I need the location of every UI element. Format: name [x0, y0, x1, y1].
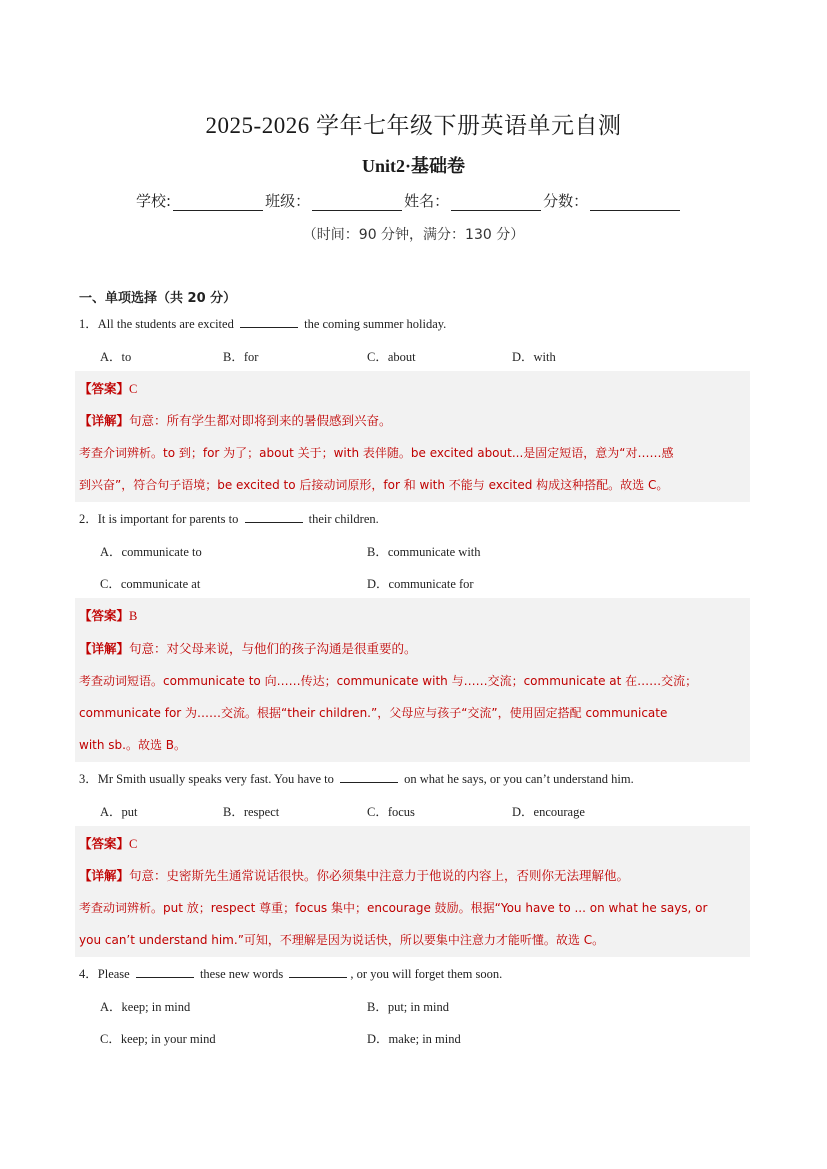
- exam-title: 2025-2026 学年七年级下册英语单元自测: [205, 113, 622, 138]
- answer-value: B: [129, 609, 138, 623]
- answer-line-3: [79, 834, 137, 852]
- stem-text: All the students are excited: [97, 317, 237, 331]
- analysis-line: you can’t understand him.”可知，不理解是因为说话快，所以要集中注意力才能听懂。故选 C。: [79, 933, 605, 947]
- answer-value: C: [129, 382, 138, 396]
- option-d: D．communicate for: [367, 577, 474, 591]
- option-a: A．put: [100, 805, 138, 819]
- detail-line-3: [79, 866, 629, 884]
- score-label: 分数：: [543, 192, 589, 210]
- detail-tag: 【详解】: [79, 868, 130, 883]
- option-c: C．about: [367, 350, 416, 364]
- question-number: 3．: [79, 772, 98, 786]
- detail-line-1: [79, 411, 392, 429]
- class-blank: [312, 194, 402, 211]
- answer-blank: [245, 512, 303, 523]
- option-a: A．to: [100, 350, 132, 364]
- name-blank: [451, 194, 541, 211]
- option-d: D．with: [512, 350, 556, 364]
- answer-tag: 【答案】: [79, 381, 130, 396]
- answer-blank: [240, 317, 298, 328]
- detail-meaning: 句意：所有学生都对即将到来的暑假感到兴奋。: [129, 413, 392, 428]
- analysis-line: 考查动词辨析。put 放；respect 尊重；focus 集中；encourage 鼓励。根据“You have to ... on what he says, or: [79, 901, 708, 915]
- detail-tag: 【详解】: [79, 641, 130, 656]
- question-3-stem: [79, 769, 634, 787]
- analysis-line: with sb.。故选 B。: [79, 738, 187, 752]
- stem-text: these new words: [196, 967, 287, 981]
- answer-blank: [289, 967, 347, 978]
- stem-text: Please: [97, 967, 133, 981]
- analysis-line: 考查动词短语。communicate to 向……传达；communicate with 与……交流；communicate at 在……交流；: [79, 674, 698, 688]
- option-b: B．put; in mind: [367, 1000, 449, 1014]
- analysis-line: communicate for 为……交流。根据“their children.”，父母应与孩子“交流”，使用固定搭配 communicate: [79, 706, 668, 720]
- detail-line-2: [79, 639, 417, 657]
- option-b: B．respect: [223, 805, 280, 819]
- detail-meaning: 句意：对父母来说，与他们的孩子沟通是很重要的。: [129, 641, 417, 656]
- stem-text: It is important for parents to: [97, 512, 242, 526]
- question-number: 2．: [79, 512, 98, 526]
- name-label: 姓名：: [404, 192, 450, 210]
- option-a: A．communicate to: [100, 545, 202, 559]
- class-label: 班级：: [265, 192, 311, 210]
- option-d: D．encourage: [512, 805, 585, 819]
- question-1-stem: [79, 314, 446, 332]
- option-a: A．keep; in mind: [100, 1000, 191, 1014]
- answer-blank: [340, 772, 398, 783]
- school-blank: [173, 194, 263, 211]
- option-c: C．keep; in your mind: [100, 1032, 216, 1046]
- option-c: C．focus: [367, 805, 415, 819]
- answer-value: C: [129, 837, 138, 851]
- answer-blank: [136, 967, 194, 978]
- stem-text: on what he says, or you can’t understand him.: [401, 772, 634, 786]
- question-2-stem: [79, 509, 379, 527]
- option-d: D．make; in mind: [367, 1032, 461, 1046]
- analysis-line: 考查介词辨析。to 到；for 为了；about 关于；with 表伴随。be excited about...是固定短语，意为“对……感: [79, 446, 674, 460]
- stem-text: their children.: [305, 512, 379, 526]
- answer-tag: 【答案】: [79, 608, 130, 623]
- section-heading: 一、单项选择（共 20 分）: [79, 291, 237, 306]
- analysis-line: 到兴奋”，符合句子语境；be excited to 后接动词原形，for 和 with 不能与 excited 构成这种搭配。故选 C。: [79, 478, 669, 492]
- answer-line-1: [79, 379, 137, 397]
- answer-line-2: [79, 606, 137, 624]
- school-label: 学校:: [136, 192, 172, 210]
- stem-text: , or you will forget them soon.: [350, 967, 503, 981]
- student-info-line: [136, 190, 682, 211]
- option-b: B．for: [223, 350, 259, 364]
- question-4-stem: [79, 964, 502, 982]
- stem-text: the coming summer holiday.: [300, 317, 447, 331]
- question-number: 1．: [79, 317, 98, 331]
- exam-subtitle: Unit2·基础卷: [361, 156, 465, 176]
- option-c: C．communicate at: [100, 577, 201, 591]
- answer-tag: 【答案】: [79, 836, 130, 851]
- time-info: （时间：90 分钟，满分：130 分）: [302, 227, 525, 243]
- detail-tag: 【详解】: [79, 413, 130, 428]
- detail-meaning: 句意：史密斯先生通常说话很快。你必须集中注意力于他说的内容上，否则你无法理解他。: [129, 868, 630, 883]
- stem-text: Mr Smith usually speaks very fast. You have to: [97, 772, 337, 786]
- option-b: B．communicate with: [367, 545, 481, 559]
- question-number: 4．: [79, 967, 98, 981]
- score-blank: [590, 194, 680, 211]
